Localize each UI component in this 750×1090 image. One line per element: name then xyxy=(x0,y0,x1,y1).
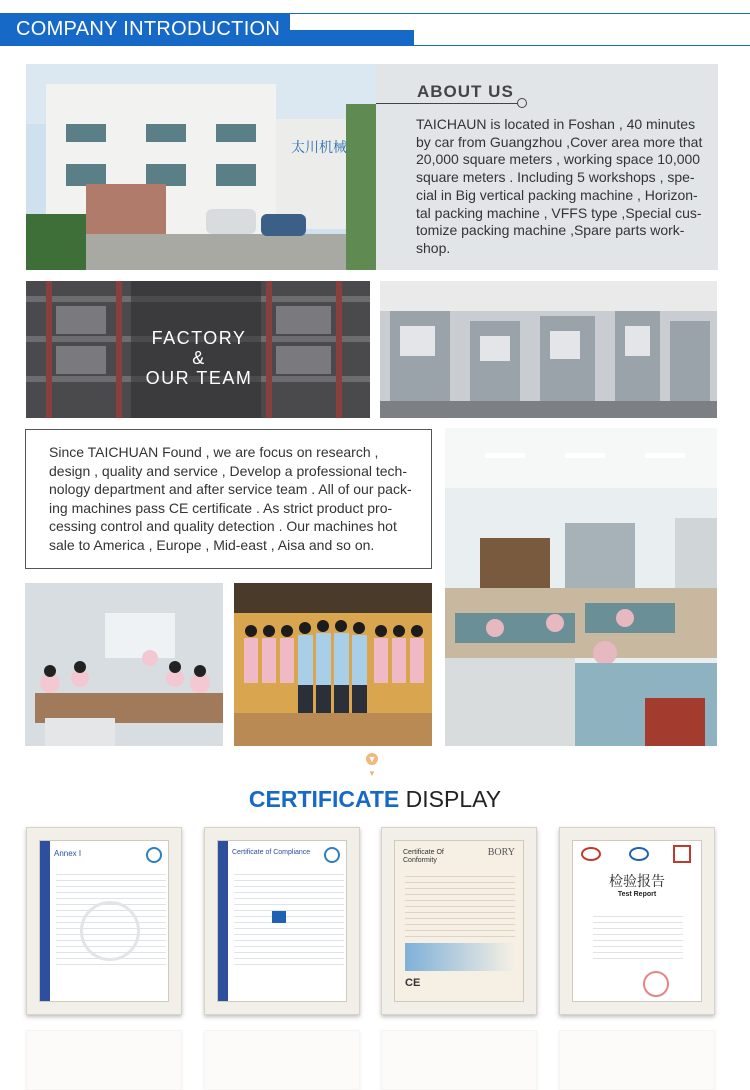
intro-line: design , quality and service , Develop a professional tech- xyxy=(49,462,407,479)
factory-building-photo xyxy=(26,64,376,270)
intro-line: nology department and after service team . All of our pack- xyxy=(49,481,412,498)
test-report-subheading: Test Report xyxy=(617,891,657,898)
intro-text xyxy=(49,443,419,555)
about-line: by car from Guangzhou ,Cover area more that xyxy=(416,133,703,150)
about-us-heading: ABOUT US xyxy=(417,82,514,101)
about-us-rule-dot xyxy=(517,98,527,108)
chevron-down-icon: ▼ xyxy=(367,754,377,764)
ilac-logo-icon xyxy=(629,847,649,861)
certificate-side-band xyxy=(40,841,50,1001)
red-stamp-icon xyxy=(643,971,669,997)
certificate-document xyxy=(394,840,524,1002)
about-line: 20,000 square meters , working space 10,000 xyxy=(416,151,701,168)
logo-icon xyxy=(272,911,286,923)
cma-logo-icon xyxy=(673,845,691,863)
about-line: square meters . Including 5 workshops , spe- xyxy=(416,169,695,186)
certificate-document xyxy=(39,840,169,1002)
header-tab-decoration xyxy=(290,30,414,46)
about-line: tomize packing machine ,Spare parts work- xyxy=(416,222,685,239)
certification-seal-icon xyxy=(324,847,340,863)
certificate-title-rest: DISPLAY xyxy=(399,786,502,812)
intro-line: Since TAICHUAN Found , we are focus on research , xyxy=(49,444,379,460)
certificate-frame xyxy=(204,827,360,1015)
factory-ampersand: & xyxy=(192,348,206,368)
certificate-body-lines xyxy=(593,911,683,961)
about-line: tal packing machine , VFFS type ,Special cus- xyxy=(416,204,702,221)
certificate-reflection xyxy=(204,1030,360,1090)
factory-line: FACTORY xyxy=(151,328,247,348)
certificate-heading: Certificate of Compliance xyxy=(232,849,311,856)
certificate-side-band xyxy=(218,841,228,1001)
meeting-room-photo xyxy=(25,583,223,746)
office-photo xyxy=(445,428,717,746)
watermark-seal-icon xyxy=(80,901,140,961)
certificate-reflection xyxy=(26,1030,182,1090)
ce-mark-icon: CE xyxy=(405,977,421,989)
about-us-rule xyxy=(376,103,518,104)
section-title: COMPANY INTRODUCTION xyxy=(16,18,281,40)
certificate-frame xyxy=(26,827,182,1015)
test-report-heading: 检验报告 xyxy=(609,874,665,890)
certificate-frame xyxy=(559,827,715,1015)
certificate-body-lines xyxy=(234,869,344,969)
about-line: cial in Big vertical packing machine , Horizon- xyxy=(416,186,698,203)
certificate-body-lines xyxy=(405,871,515,941)
certificate-display-title xyxy=(0,786,750,813)
team-line: OUR TEAM xyxy=(145,368,253,388)
about-line: TAICHAUN is located in Foshan , 40 minutes xyxy=(416,116,696,132)
certificate-heading: Certificate Of Conformity xyxy=(403,849,444,864)
factory-team-caption xyxy=(140,328,258,388)
production-line-photo xyxy=(380,281,717,418)
certificate-reflection xyxy=(381,1030,537,1090)
certificate-document xyxy=(217,840,347,1002)
intro-line: ing machines pass CE certificate . As strict product pro- xyxy=(49,499,393,516)
about-us-text xyxy=(416,116,708,258)
team-group-photo xyxy=(234,583,432,746)
intro-line: cessing control and quality detection . Our machines hot xyxy=(49,518,397,535)
brand-name: BORY xyxy=(487,847,515,858)
intro-line: sale to America , Europe , Mid-east , Aisa and so on. xyxy=(49,536,375,553)
certificate-frame xyxy=(381,827,537,1015)
certificate-banner xyxy=(405,943,515,971)
building-sign-text: 太川机械 xyxy=(291,140,347,156)
about-line: shop. xyxy=(416,239,451,256)
certificate-reflection xyxy=(559,1030,715,1090)
certificate-title-highlight: CERTIFICATE xyxy=(248,786,400,812)
header-bottom-line xyxy=(414,45,750,46)
certificate-document xyxy=(572,840,702,1002)
certificate-heading: Annex I xyxy=(54,849,82,858)
inspection-seal-icon xyxy=(581,847,601,861)
certification-seal-icon xyxy=(146,847,162,863)
chevron-down-icon: ▼ xyxy=(368,769,376,778)
